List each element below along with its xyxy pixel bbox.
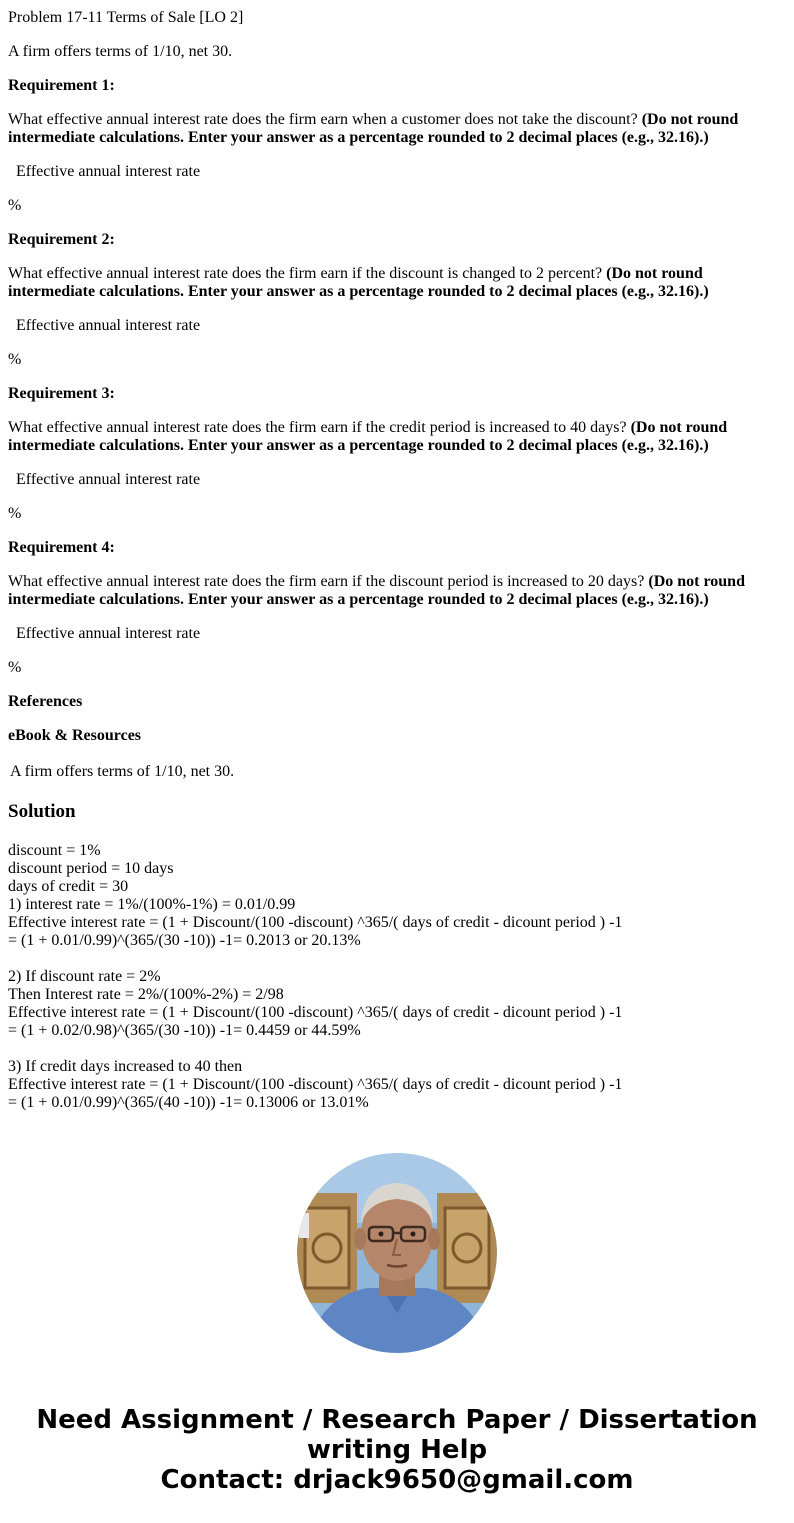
requirement-1-unit: %	[8, 197, 22, 214]
requirement-4-instruction: (Do not round intermediate calculations. Enter your answer as a percentage rounded to 2 decimal places (e.g., 32.16).)	[8, 573, 745, 608]
problem-title: Problem 17-11 Terms of Sale [LO 2]	[8, 9, 244, 26]
requirement-4-unit: %	[8, 659, 22, 676]
solution-line: = (1 + 0.01/0.99)^(365/(30 -10)) -1= 0.2013 or 20.13%	[8, 932, 361, 949]
requirement-3-unit: %	[8, 505, 22, 522]
solution-line: Effective interest rate = (1 + Discount/(100 -discount) ^365/( days of credit - dicount period ) -1	[8, 1004, 623, 1021]
requirement-3-heading: Requirement 3:	[8, 385, 115, 402]
avatar-portrait-image	[297, 1153, 497, 1353]
requirement-1-field-label: Effective annual interest rate	[16, 163, 201, 180]
requirement-3-instruction: (Do not round intermediate calculations. Enter your answer as a percentage rounded to 2 decimal places (e.g., 32.16).)	[8, 419, 728, 454]
solution-title: Solution	[8, 801, 76, 822]
requirement-2-instruction: (Do not round intermediate calculations. Enter your answer as a percentage rounded to 2 decimal places (e.g., 32.16).)	[8, 265, 709, 300]
requirement-3-question: What effective annual interest rate does the firm earn if the credit period is increased to 40 days?	[8, 419, 627, 436]
requirement-2-unit: %	[8, 351, 22, 368]
footer-line-2: writing Help	[306, 1435, 488, 1465]
requirement-2-heading: Requirement 2:	[8, 231, 115, 248]
solution-line: discount = 1%	[8, 842, 101, 859]
ebook-resources-heading: eBook & Resources	[8, 727, 142, 744]
requirement-2-field-label: Effective annual interest rate	[16, 317, 201, 334]
requirement-2-question: What effective annual interest rate does the firm earn if the discount is changed to 2 percent?	[8, 265, 603, 282]
references-heading: References	[8, 693, 83, 710]
requirement-1-heading: Requirement 1:	[8, 77, 115, 94]
solution-line: 2) If discount rate = 2%	[8, 968, 161, 985]
solution-line: discount period = 10 days	[8, 860, 174, 877]
requirement-4-question-block	[8, 573, 768, 609]
requirement-4-question: What effective annual interest rate does the firm earn if the discount period is increased to 20 days?	[8, 573, 645, 590]
requirement-1-question-block	[8, 111, 768, 147]
solution-line: days of credit = 30	[8, 878, 129, 895]
solution-line: Effective interest rate = (1 + Discount/(100 -discount) ^365/( days of credit - dicount period ) -1	[8, 1076, 623, 1093]
solution-line: Effective interest rate = (1 + Discount/(100 -discount) ^365/( days of credit - dicount period ) -1	[8, 914, 623, 931]
solution-line: = (1 + 0.02/0.98)^(365/(30 -10)) -1= 0.4459 or 44.59%	[8, 1022, 361, 1039]
solution-line: 3) If credit days increased to 40 then	[8, 1058, 243, 1075]
requirement-3-question-block	[8, 419, 768, 455]
requirement-3-field-label: Effective annual interest rate	[16, 471, 201, 488]
requirement-1-question: What effective annual interest rate does the firm earn when a customer does not take the discount?	[8, 111, 638, 128]
problem-intro: A firm offers terms of 1/10, net 30.	[8, 43, 233, 60]
footer-line-1: Need Assignment / Research Paper / Dissertation	[36, 1405, 758, 1435]
author-avatar	[297, 1153, 497, 1353]
solution-line: Then Interest rate = 2%/(100%-2%) = 2/98	[8, 986, 284, 1003]
requirement-4-field-label: Effective annual interest rate	[16, 625, 201, 642]
requirement-1-instruction: (Do not round intermediate calculations. Enter your answer as a percentage rounded to 2 decimal places (e.g., 32.16).)	[8, 111, 739, 146]
solution-line: 1) interest rate = 1%/(100%-1%) = 0.01/0.99	[8, 896, 296, 913]
requirement-2-question-block	[8, 265, 768, 301]
requirement-4-heading: Requirement 4:	[8, 539, 115, 556]
footer-contact-email: Contact: drjack9650@gmail.com	[160, 1465, 634, 1495]
solution-line: = (1 + 0.01/0.99)^(365/(40 -10)) -1= 0.13006 or 13.01%	[8, 1094, 369, 1111]
ebook-text: A firm offers terms of 1/10, net 30.	[10, 763, 235, 780]
